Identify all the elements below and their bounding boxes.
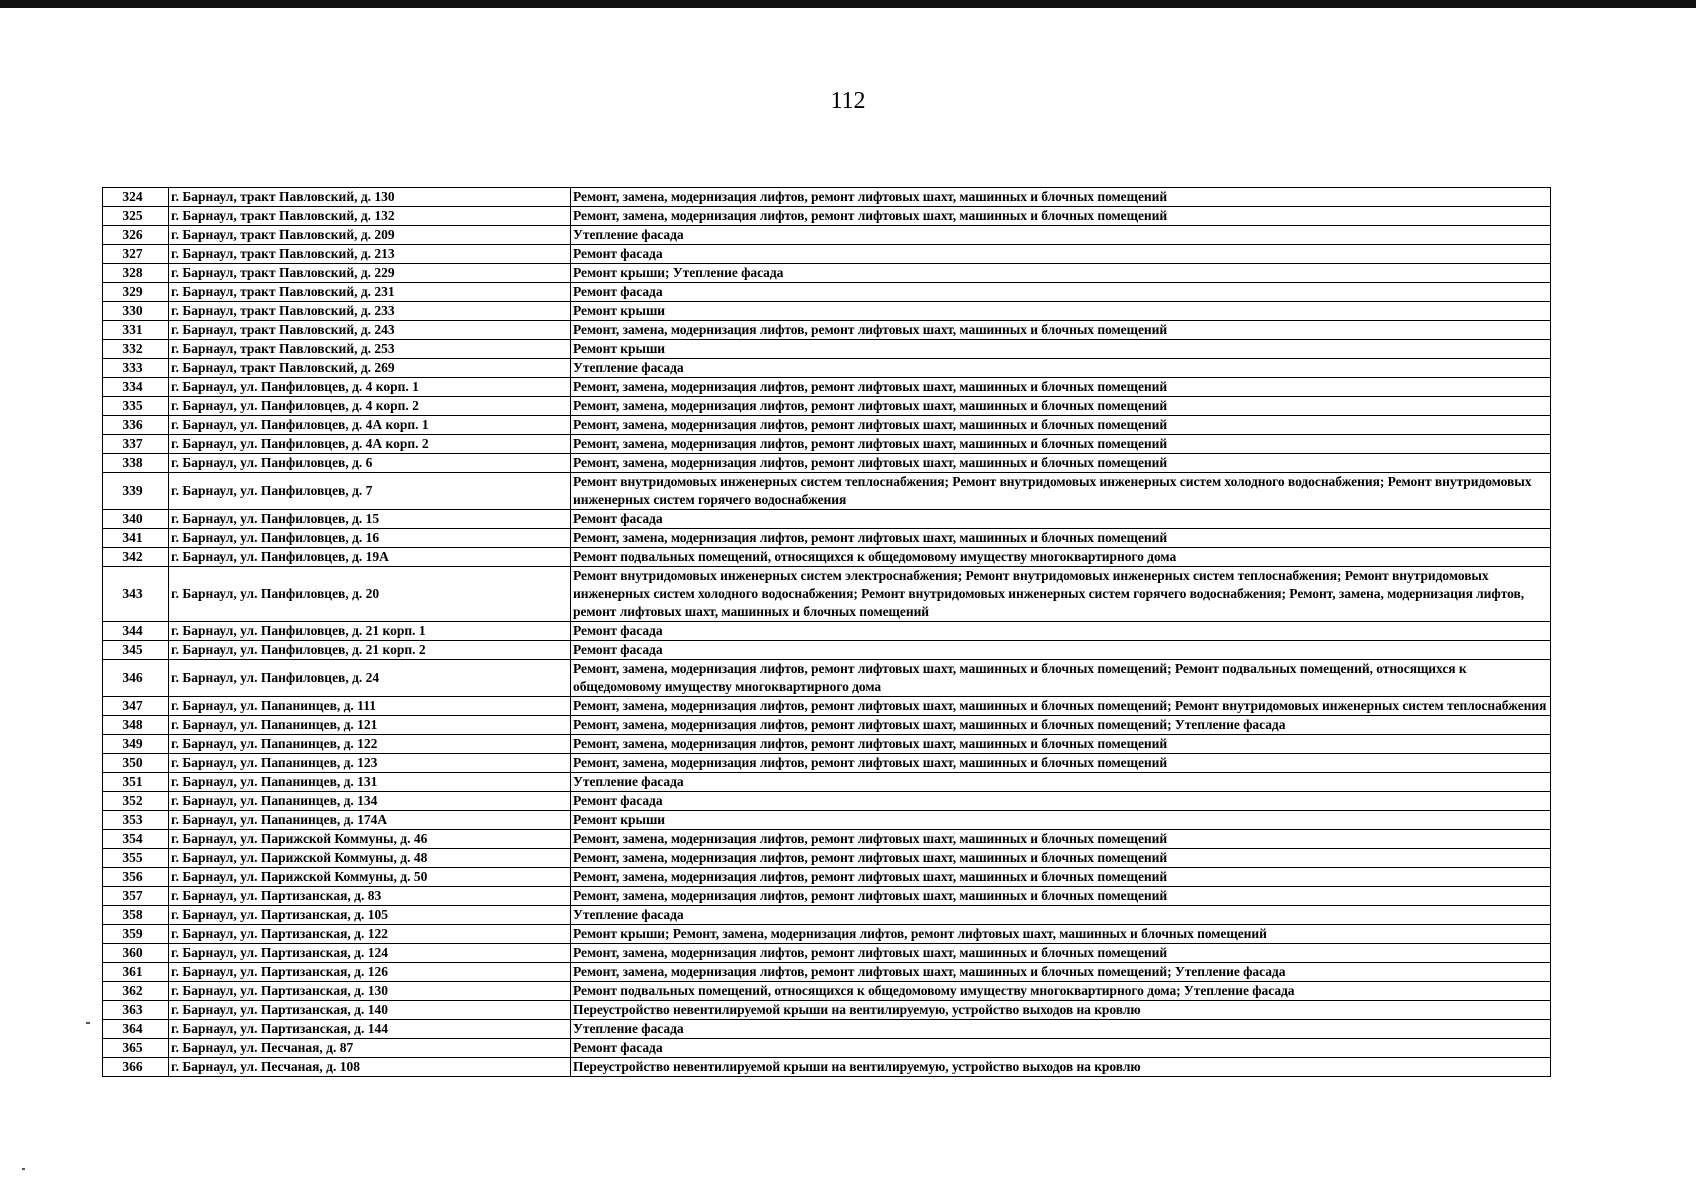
table-row — [103, 567, 1551, 622]
row-number: 356 — [103, 868, 169, 887]
row-number: 363 — [103, 1001, 169, 1020]
work-type-cell: Утепление фасада — [571, 1020, 1551, 1039]
table-row — [103, 302, 1551, 321]
table-row — [103, 1001, 1551, 1020]
row-number: 364 — [103, 1020, 169, 1039]
table-row — [103, 716, 1551, 735]
work-type-cell: Ремонт крыши; Ремонт, замена, модернизация лифтов, ремонт лифтовых шахт, машинных и блочных помещений — [571, 925, 1551, 944]
table-row — [103, 510, 1551, 529]
work-type-cell: Ремонт внутридомовых инженерных систем теплоснабжения; Ремонт внутридомовых инженерных систем холодного водоснабжения; Ремонт внутридомовых инженерных систем горячего водоснабжения — [571, 473, 1551, 510]
table-row — [103, 321, 1551, 340]
row-number: 336 — [103, 416, 169, 435]
address-cell: г. Барнаул, ул. Панфиловцев, д. 4 корп. 2 — [169, 397, 571, 416]
table-row — [103, 622, 1551, 641]
work-type-cell: Утепление фасада — [571, 773, 1551, 792]
row-number: 325 — [103, 207, 169, 226]
work-type-cell: Ремонт крыши — [571, 340, 1551, 359]
row-number: 355 — [103, 849, 169, 868]
work-type-cell: Ремонт, замена, модернизация лифтов, ремонт лифтовых шахт, машинных и блочных помещений; Утепление фасада — [571, 963, 1551, 982]
address-cell: г. Барнаул, ул. Партизанская, д. 105 — [169, 906, 571, 925]
work-type-cell: Ремонт, замена, модернизация лифтов, ремонт лифтовых шахт, машинных и блочных помещений — [571, 397, 1551, 416]
address-cell: г. Барнаул, ул. Папанинцев, д. 123 — [169, 754, 571, 773]
work-type-cell: Ремонт, замена, модернизация лифтов, ремонт лифтовых шахт, машинных и блочных помещений — [571, 754, 1551, 773]
table-row — [103, 773, 1551, 792]
row-number: 362 — [103, 982, 169, 1001]
work-type-cell: Ремонт фасада — [571, 245, 1551, 264]
work-type-cell: Ремонт крыши — [571, 811, 1551, 830]
row-number: 360 — [103, 944, 169, 963]
row-number: 335 — [103, 397, 169, 416]
address-cell: г. Барнаул, ул. Партизанская, д. 130 — [169, 982, 571, 1001]
address-cell: г. Барнаул, ул. Панфиловцев, д. 19А — [169, 548, 571, 567]
row-number: 365 — [103, 1039, 169, 1058]
row-number: 324 — [103, 188, 169, 207]
row-number: 333 — [103, 359, 169, 378]
address-cell: г. Барнаул, ул. Папанинцев, д. 131 — [169, 773, 571, 792]
address-cell: г. Барнаул, ул. Панфиловцев, д. 20 — [169, 567, 571, 622]
work-type-cell: Ремонт фасада — [571, 622, 1551, 641]
work-type-cell: Утепление фасада — [571, 906, 1551, 925]
address-cell: г. Барнаул, ул. Партизанская, д. 124 — [169, 944, 571, 963]
work-type-cell: Ремонт, замена, модернизация лифтов, ремонт лифтовых шахт, машинных и блочных помещений — [571, 887, 1551, 906]
work-type-cell: Ремонт фасада — [571, 792, 1551, 811]
table-row — [103, 792, 1551, 811]
address-cell: г. Барнаул, тракт Павловский, д. 253 — [169, 340, 571, 359]
table-row — [103, 811, 1551, 830]
table-row — [103, 397, 1551, 416]
address-cell: г. Барнаул, ул. Песчаная, д. 108 — [169, 1058, 571, 1077]
row-number: 348 — [103, 716, 169, 735]
table-row — [103, 340, 1551, 359]
work-type-cell: Ремонт фасада — [571, 510, 1551, 529]
row-number: 358 — [103, 906, 169, 925]
address-cell: г. Барнаул, ул. Папанинцев, д. 111 — [169, 697, 571, 716]
work-type-cell: Ремонт, замена, модернизация лифтов, ремонт лифтовых шахт, машинных и блочных помещений — [571, 416, 1551, 435]
work-type-cell: Ремонт, замена, модернизация лифтов, ремонт лифтовых шахт, машинных и блочных помещений — [571, 849, 1551, 868]
row-number: 337 — [103, 435, 169, 454]
table-row — [103, 868, 1551, 887]
work-type-cell: Ремонт, замена, модернизация лифтов, ремонт лифтовых шахт, машинных и блочных помещений — [571, 378, 1551, 397]
work-type-cell: Ремонт, замена, модернизация лифтов, ремонт лифтовых шахт, машинных и блочных помещений — [571, 830, 1551, 849]
table-row — [103, 435, 1551, 454]
table-row — [103, 641, 1551, 660]
row-number: 338 — [103, 454, 169, 473]
address-cell: г. Барнаул, ул. Панфиловцев, д. 4А корп. 2 — [169, 435, 571, 454]
row-number: 353 — [103, 811, 169, 830]
row-number: 341 — [103, 529, 169, 548]
address-cell: г. Барнаул, ул. Панфиловцев, д. 4А корп. 1 — [169, 416, 571, 435]
work-type-cell: Ремонт подвальных помещений, относящихся к общедомовому имуществу многоквартирного дома; Утепление фасада — [571, 982, 1551, 1001]
work-type-cell: Ремонт, замена, модернизация лифтов, ремонт лифтовых шахт, машинных и блочных помещений — [571, 188, 1551, 207]
work-type-cell: Ремонт, замена, модернизация лифтов, ремонт лифтовых шахт, машинных и блочных помещений — [571, 454, 1551, 473]
table-row — [103, 473, 1551, 510]
work-type-cell: Ремонт, замена, модернизация лифтов, ремонт лифтовых шахт, машинных и блочных помещений — [571, 207, 1551, 226]
row-number: 342 — [103, 548, 169, 567]
address-cell: г. Барнаул, ул. Панфиловцев, д. 16 — [169, 529, 571, 548]
row-number: 332 — [103, 340, 169, 359]
address-cell: г. Барнаул, ул. Панфиловцев, д. 15 — [169, 510, 571, 529]
address-cell: г. Барнаул, ул. Панфиловцев, д. 21 корп. 2 — [169, 641, 571, 660]
address-cell: г. Барнаул, тракт Павловский, д. 209 — [169, 226, 571, 245]
work-type-cell: Ремонт, замена, модернизация лифтов, ремонт лифтовых шахт, машинных и блочных помещений — [571, 868, 1551, 887]
table-row — [103, 359, 1551, 378]
row-number: 351 — [103, 773, 169, 792]
scan-speck — [22, 1168, 25, 1170]
work-type-cell: Ремонт, замена, модернизация лифтов, ремонт лифтовых шахт, машинных и блочных помещений — [571, 944, 1551, 963]
table-row — [103, 963, 1551, 982]
work-type-cell: Утепление фасада — [571, 359, 1551, 378]
work-type-cell: Ремонт, замена, модернизация лифтов, ремонт лифтовых шахт, машинных и блочных помещений — [571, 321, 1551, 340]
address-cell: г. Барнаул, тракт Павловский, д. 132 — [169, 207, 571, 226]
work-type-cell: Ремонт, замена, модернизация лифтов, ремонт лифтовых шахт, машинных и блочных помещений — [571, 529, 1551, 548]
address-cell: г. Барнаул, тракт Павловский, д. 233 — [169, 302, 571, 321]
table-row — [103, 245, 1551, 264]
repair-registry-table — [102, 187, 1551, 1077]
table-row — [103, 529, 1551, 548]
table-row — [103, 1058, 1551, 1077]
table-row — [103, 283, 1551, 302]
table-row — [103, 944, 1551, 963]
table-row — [103, 416, 1551, 435]
work-type-cell: Утепление фасада — [571, 226, 1551, 245]
table-row — [103, 830, 1551, 849]
row-number: 329 — [103, 283, 169, 302]
row-number: 339 — [103, 473, 169, 510]
row-number: 354 — [103, 830, 169, 849]
work-type-cell: Ремонт, замена, модернизация лифтов, ремонт лифтовых шахт, машинных и блочных помещений; Ремонт подвальных помещений, относящихся к общедомовому имуществу многоквартирного дома — [571, 660, 1551, 697]
table-row — [103, 207, 1551, 226]
address-cell: г. Барнаул, тракт Павловский, д. 229 — [169, 264, 571, 283]
row-number: 340 — [103, 510, 169, 529]
row-number: 331 — [103, 321, 169, 340]
address-cell: г. Барнаул, ул. Партизанская, д. 83 — [169, 887, 571, 906]
row-number: 357 — [103, 887, 169, 906]
address-cell: г. Барнаул, ул. Панфиловцев, д. 7 — [169, 473, 571, 510]
address-cell: г. Барнаул, ул. Парижской Коммуны, д. 46 — [169, 830, 571, 849]
address-cell: г. Барнаул, ул. Партизанская, д. 140 — [169, 1001, 571, 1020]
address-cell: г. Барнаул, ул. Панфиловцев, д. 6 — [169, 454, 571, 473]
row-number: 330 — [103, 302, 169, 321]
table-row — [103, 454, 1551, 473]
work-type-cell: Ремонт, замена, модернизация лифтов, ремонт лифтовых шахт, машинных и блочных помещений; Утепление фасада — [571, 716, 1551, 735]
address-cell: г. Барнаул, ул. Папанинцев, д. 174А — [169, 811, 571, 830]
address-cell: г. Барнаул, ул. Панфиловцев, д. 4 корп. 1 — [169, 378, 571, 397]
row-number: 344 — [103, 622, 169, 641]
table-row — [103, 188, 1551, 207]
address-cell: г. Барнаул, ул. Панфиловцев, д. 21 корп. 1 — [169, 622, 571, 641]
work-type-cell: Ремонт, замена, модернизация лифтов, ремонт лифтовых шахт, машинных и блочных помещений — [571, 435, 1551, 454]
row-number: 328 — [103, 264, 169, 283]
registry-body — [103, 188, 1551, 1077]
address-cell: г. Барнаул, тракт Павловский, д. 231 — [169, 283, 571, 302]
work-type-cell: Переустройство невентилируемой крыши на вентилируемую, устройство выходов на кровлю — [571, 1058, 1551, 1077]
address-cell: г. Барнаул, ул. Партизанская, д. 122 — [169, 925, 571, 944]
work-type-cell: Ремонт, замена, модернизация лифтов, ремонт лифтовых шахт, машинных и блочных помещений — [571, 735, 1551, 754]
table-row — [103, 754, 1551, 773]
page-number: 112 — [830, 88, 866, 114]
address-cell: г. Барнаул, ул. Партизанская, д. 144 — [169, 1020, 571, 1039]
table-row — [103, 906, 1551, 925]
table-row — [103, 925, 1551, 944]
work-type-cell: Переустройство невентилируемой крыши на вентилируемую, устройство выходов на кровлю — [571, 1001, 1551, 1020]
table-row — [103, 226, 1551, 245]
row-number: 366 — [103, 1058, 169, 1077]
row-number: 326 — [103, 226, 169, 245]
work-type-cell: Ремонт, замена, модернизация лифтов, ремонт лифтовых шахт, машинных и блочных помещений; Ремонт внутридомовых инженерных систем теплоснабжения — [571, 697, 1551, 716]
table-row — [103, 264, 1551, 283]
scan-top-border — [0, 0, 1696, 8]
work-type-cell: Ремонт крыши — [571, 302, 1551, 321]
table-row — [103, 548, 1551, 567]
table-row — [103, 982, 1551, 1001]
address-cell: г. Барнаул, ул. Панфиловцев, д. 24 — [169, 660, 571, 697]
row-number: 327 — [103, 245, 169, 264]
table-row — [103, 887, 1551, 906]
address-cell: г. Барнаул, тракт Павловский, д. 243 — [169, 321, 571, 340]
work-type-cell: Ремонт внутридомовых инженерных систем электроснабжения; Ремонт внутридомовых инженерных систем теплоснабжения; Ремонт внутридомовых инженерных систем холодного водоснабжения; Ремонт внутридомовых инженерных систем горячего водоснабжения; Ремонт, замена, модернизация лифтов, ремонт лифтовых шахт, машинных и блочных помещений — [571, 567, 1551, 622]
address-cell: г. Барнаул, ул. Папанинцев, д. 134 — [169, 792, 571, 811]
row-number: 349 — [103, 735, 169, 754]
address-cell: г. Барнаул, ул. Папанинцев, д. 122 — [169, 735, 571, 754]
table-row — [103, 735, 1551, 754]
table-row — [103, 660, 1551, 697]
row-number: 352 — [103, 792, 169, 811]
address-cell: г. Барнаул, ул. Партизанская, д. 126 — [169, 963, 571, 982]
scan-speck — [86, 1022, 90, 1024]
address-cell: г. Барнаул, ул. Песчаная, д. 87 — [169, 1039, 571, 1058]
row-number: 359 — [103, 925, 169, 944]
address-cell: г. Барнаул, ул. Парижской Коммуны, д. 48 — [169, 849, 571, 868]
work-type-cell: Ремонт фасада — [571, 641, 1551, 660]
table-row — [103, 378, 1551, 397]
work-type-cell: Ремонт крыши; Утепление фасада — [571, 264, 1551, 283]
table-row — [103, 1020, 1551, 1039]
table-row — [103, 849, 1551, 868]
address-cell: г. Барнаул, тракт Павловский, д. 130 — [169, 188, 571, 207]
table-row — [103, 1039, 1551, 1058]
work-type-cell: Ремонт фасада — [571, 1039, 1551, 1058]
table-row — [103, 697, 1551, 716]
row-number: 345 — [103, 641, 169, 660]
row-number: 350 — [103, 754, 169, 773]
address-cell: г. Барнаул, тракт Павловский, д. 213 — [169, 245, 571, 264]
address-cell: г. Барнаул, ул. Парижской Коммуны, д. 50 — [169, 868, 571, 887]
row-number: 347 — [103, 697, 169, 716]
row-number: 361 — [103, 963, 169, 982]
row-number: 343 — [103, 567, 169, 622]
work-type-cell: Ремонт подвальных помещений, относящихся к общедомовому имуществу многоквартирного дома — [571, 548, 1551, 567]
row-number: 346 — [103, 660, 169, 697]
address-cell: г. Барнаул, тракт Павловский, д. 269 — [169, 359, 571, 378]
address-cell: г. Барнаул, ул. Папанинцев, д. 121 — [169, 716, 571, 735]
work-type-cell: Ремонт фасада — [571, 283, 1551, 302]
row-number: 334 — [103, 378, 169, 397]
